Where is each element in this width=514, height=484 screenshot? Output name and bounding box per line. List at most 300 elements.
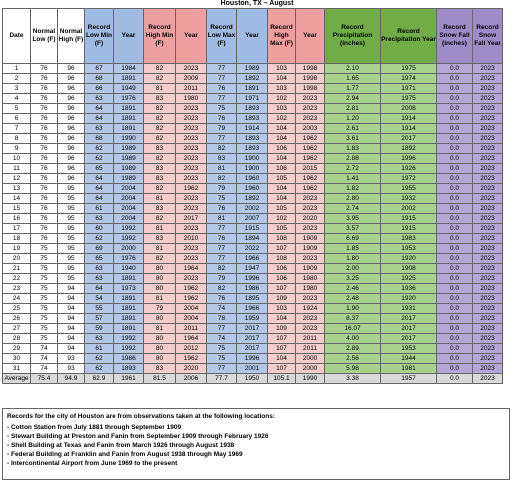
table-cell: 76 [31,164,58,174]
table-cell: 16 [3,214,31,224]
table-cell: 2023 [176,144,207,154]
table-cell: 75 [31,254,58,264]
page-title: Houston, TX – August [220,0,294,7]
table-cell: 96 [58,104,85,114]
table-cell: 22 [3,274,31,284]
table-cell: 0.0 [437,164,473,174]
table-cell: 76 [31,154,58,164]
average-cell: 105.1 [268,374,296,384]
table-cell: 77 [207,324,237,334]
table-cell: 1955 [381,184,437,194]
table-cell: 79 [207,124,237,134]
table-cell: 106 [268,164,296,174]
header-cell: Year [176,9,207,64]
table-cell: 1992 [114,224,144,234]
table-cell: 14 [3,194,31,204]
table-cell: 107 [268,344,296,354]
table-cell: 96 [58,154,85,164]
table-cell: 2023 [473,264,503,274]
table-cell: 2023 [296,224,325,234]
table-cell: 1992 [114,334,144,344]
table-cell: 2017 [237,334,268,344]
table-cell: 2.88 [325,154,381,164]
table-cell: 1931 [381,304,437,314]
table-cell: 1891 [114,314,144,324]
header-cell: Record High Max (F) [268,9,296,64]
table-cell: 96 [58,84,85,94]
table-cell: 2023 [176,124,207,134]
table-cell: 102 [268,214,296,224]
table-cell: 2023 [473,354,503,364]
table-cell: 74 [31,354,58,364]
table-cell: 0.0 [437,254,473,264]
table-cell: 1891 [237,84,268,94]
table-cell: 1962 [296,174,325,184]
table-cell: 81 [144,224,176,234]
table-cell: 2020 [296,214,325,224]
table-cell: 94 [58,294,85,304]
table-cell: 1964 [176,334,207,344]
table-cell: 1989 [114,174,144,184]
table-cell: 2004 [176,304,207,314]
table-cell: 75 [31,314,58,324]
table-cell: 1926 [381,164,437,174]
header-cell: Record Low Min (F) [85,9,114,64]
table-cell: 95 [58,194,85,204]
header-cell: Date [3,9,31,64]
table-cell: 0.0 [437,174,473,184]
table-cell: 94 [58,314,85,324]
table-cell: 82 [144,134,176,144]
table-cell: 2023 [473,124,503,134]
table-cell: 61 [85,344,114,354]
table-cell: 1920 [381,294,437,304]
table-cell: 93 [58,354,85,364]
table-cell: 1900 [237,164,268,174]
table-cell: 1998 [296,64,325,74]
table-cell: 80 [144,264,176,274]
table-cell: 1960 [237,174,268,184]
table-cell: 79 [144,304,176,314]
table-cell: 1962 [296,144,325,154]
table-cell: 74 [31,344,58,354]
table-cell: 81 [144,324,176,334]
table-cell: 1915 [381,224,437,234]
table-cell: 1.82 [325,184,381,194]
table-cell: 106 [268,264,296,274]
table-cell: 96 [58,114,85,124]
table-cell: 0.0 [437,304,473,314]
table-cell: 83 [144,234,176,244]
table-cell: 77 [207,134,237,144]
table-cell: 1953 [381,244,437,254]
table-row [3,324,503,334]
table-cell: 1966 [237,254,268,264]
table-cell: 2017 [237,324,268,334]
table-cell: 108 [268,234,296,244]
table-cell: 104 [268,134,296,144]
table-cell: 94 [58,324,85,334]
table-cell: 1891 [114,114,144,124]
table-cell: 1962 [176,284,207,294]
table-header-row [3,9,503,64]
table-cell: 15 [3,204,31,214]
table-cell: 1962 [296,134,325,144]
table-cell: 95 [58,184,85,194]
table-cell: 2.94 [325,94,381,104]
table-cell: 54 [85,294,114,304]
table-cell: 64 [85,114,114,124]
table-cell: 95 [58,234,85,244]
table-cell: 1893 [237,104,268,114]
header-cell: Normal Low (F) [31,9,58,64]
table-cell: 76 [207,204,237,214]
table-cell: 2009 [176,74,207,84]
table-cell: 94 [58,304,85,314]
table-cell: 0.0 [437,234,473,244]
table-cell: 1989 [114,144,144,154]
table-cell: 2000 [296,354,325,364]
table-cell: 75 [31,334,58,344]
table-cell: 63 [85,334,114,344]
table-cell: 79 [207,274,237,284]
notes-location-3: - Shell Building at Texas and Fanin from March 1926 through August 1938 [7,442,235,449]
table-cell: 2023 [176,244,207,254]
table-cell: 76 [31,194,58,204]
table-cell: 104 [268,184,296,194]
table-cell: 2017 [381,314,437,324]
table-cell: 75 [207,354,237,364]
table-cell: 76 [31,174,58,184]
table-cell: 64 [85,194,114,204]
table-cell: 82 [144,254,176,264]
table-cell: 1.85 [325,244,381,254]
header-cell: Year [114,9,144,64]
table-cell: 95 [58,244,85,254]
table-cell: 96 [58,144,85,154]
table-cell: 23 [3,284,31,294]
table-cell: 2.74 [325,204,381,214]
table-cell: 63 [85,264,114,274]
average-cell: 94.9 [58,374,85,384]
table-cell: 0.0 [437,344,473,354]
table-row [3,74,503,84]
table-cell: 103 [268,104,296,114]
header-cell: Normal High (F) [58,9,85,64]
table-cell: 2023 [473,254,503,264]
table-cell: 75 [31,274,58,284]
table-cell: 95 [58,204,85,214]
table-cell: 2017 [176,214,207,224]
table-cell: 95 [58,274,85,284]
table-cell: 2004 [114,184,144,194]
table-cell: 1900 [237,154,268,164]
table-row [3,214,503,224]
table-cell: 1.77 [325,84,381,94]
table-cell: 62 [85,144,114,154]
header-cell: Record Snow Fall Year [473,9,503,64]
table-cell: 13 [3,184,31,194]
table-cell: 75 [31,264,58,274]
table-cell: 2023 [176,114,207,124]
table-cell: 0.0 [437,114,473,124]
table-cell: 83 [144,164,176,174]
table-cell: 1924 [296,304,325,314]
table-cell: 104 [268,314,296,324]
table-cell: 2023 [296,104,325,114]
table-cell: 108 [268,254,296,264]
header-cell: Record Precipitation (inches) [325,9,381,64]
table-cell: 2.10 [325,64,381,74]
notes-location-4: - Federal Building at Franklin and Fanin from August 1938 through May 1969 [7,451,243,458]
table-cell: 77 [207,74,237,84]
table-cell: 75 [207,194,237,204]
table-cell: 0.0 [437,154,473,164]
table-cell: 1976 [114,94,144,104]
table-cell: 2.81 [325,104,381,114]
table-cell: 76 [31,104,58,114]
table-cell: 2001 [237,364,268,374]
table-cell: 83 [144,204,176,214]
table-cell: 2004 [114,194,144,204]
header-cell: Record Snow Fall (inches) [437,9,473,64]
table-cell: 2023 [473,84,503,94]
table-cell: 1891 [114,124,144,134]
header-cell: Year [296,9,325,64]
table-cell: 76 [31,224,58,234]
table-cell: 1960 [237,184,268,194]
table-cell: 3.57 [325,224,381,234]
table-cell: 83 [144,94,176,104]
table-cell: 76 [31,64,58,74]
table-cell: 2023 [176,134,207,144]
table-cell: 105 [268,204,296,214]
table-cell: 2023 [176,194,207,204]
table-cell: 1971 [381,84,437,94]
table-cell: 2023 [473,194,503,204]
table-cell: 109 [268,294,296,304]
average-cell: 2006 [176,374,207,384]
table-cell: 77 [207,224,237,234]
table-row [3,114,503,124]
table-cell: 77 [207,364,237,374]
table-cell: 83 [144,364,176,374]
table-cell: 81 [207,164,237,174]
table-cell: 1986 [237,284,268,294]
table-cell: 1908 [381,264,437,274]
table-cell: 81 [207,214,237,224]
table-cell: 94 [58,344,85,354]
table-cell: 2023 [473,304,503,314]
table-cell: 104 [268,154,296,164]
table-cell: 1.83 [325,144,381,154]
table-cell: 29 [3,344,31,354]
table-cell: 28 [3,334,31,344]
table-cell: 95 [58,254,85,264]
table-cell: 3 [3,84,31,94]
table-row [3,344,503,354]
table-cell: 109 [268,324,296,334]
table-row [3,294,503,304]
table-cell: 1.90 [325,304,381,314]
table-cell: 21 [3,264,31,274]
table-cell: 1992 [114,234,144,244]
table-cell: 0.0 [437,334,473,344]
table-cell: 1936 [381,284,437,294]
table-cell: 82 [207,284,237,294]
table-cell: 2017 [237,344,268,354]
table-cell: 76 [31,144,58,154]
table-cell: 1932 [381,194,437,204]
table-cell: 0.0 [437,214,473,224]
table-cell: 1944 [381,354,437,364]
table-cell: 76 [207,234,237,244]
table-cell: 2023 [473,234,503,244]
table-cell: 1996 [381,154,437,164]
table-cell: 1920 [381,254,437,264]
table-cell: 69 [85,244,114,254]
table-cell: 2.56 [325,354,381,364]
table-cell: 0.0 [437,204,473,214]
table-cell: 64 [85,284,114,294]
table-cell: 59 [85,324,114,334]
table-cell: 0.0 [437,84,473,94]
table-cell: 1893 [114,364,144,374]
table-cell: 1891 [114,274,144,284]
header-cell: Record Low Max (F) [207,9,237,64]
table-cell: 2023 [473,314,503,324]
table-cell: 0.0 [437,354,473,364]
table-row [3,244,503,254]
table-cell: 63 [85,94,114,104]
table-cell: 76 [31,204,58,214]
table-cell: 75 [31,284,58,294]
table-cell: 1984 [114,64,144,74]
table-cell: 81 [144,294,176,304]
table-cell: 1972 [381,174,437,184]
table-cell: 104 [268,74,296,84]
table-cell: 1893 [237,134,268,144]
table-cell: 74 [207,304,237,314]
table-cell: 2023 [176,254,207,264]
notes-location-1: - Cotton Station from July 1881 through September 1909 [7,424,182,431]
table-cell: 1891 [114,74,144,84]
table-cell: 1947 [237,264,268,274]
table-cell: 61 [85,204,114,214]
table-cell: 2011 [176,324,207,334]
table-cell: 105 [268,174,296,184]
table-cell: 2023 [296,294,325,304]
table-cell: 75 [31,244,58,254]
table-cell: 0.0 [437,94,473,104]
records-table [2,8,503,384]
table-cell: 82 [144,114,176,124]
table-cell: 1992 [114,344,144,354]
table-cell: 77 [207,94,237,104]
table-cell: 106 [268,144,296,154]
table-cell: 75 [207,344,237,354]
table-cell: 1909 [296,244,325,254]
table-cell: 6 [3,114,31,124]
table-cell: 2 [3,74,31,84]
table-cell: 62 [85,354,114,364]
table-cell: 96 [58,124,85,134]
table-cell: 1892 [381,144,437,154]
table-row [3,164,503,174]
table-cell: 81 [144,194,176,204]
table-cell: 82 [144,154,176,164]
table-cell: 2023 [473,184,503,194]
table-cell: 55 [85,304,114,314]
table-cell: 1925 [381,274,437,284]
table-cell: 2023 [473,104,503,114]
table-cell: 80 [144,334,176,344]
table-cell: 4 [3,94,31,104]
table-cell: 107 [268,244,296,254]
table-cell: 1 [3,64,31,74]
table-cell: 1949 [114,84,144,94]
table-cell: 76 [31,214,58,224]
table-cell: 3.25 [325,274,381,284]
table-cell: 2023 [473,174,503,184]
table-cell: 2023 [296,114,325,124]
table-cell: 2002 [381,204,437,214]
table-cell: 2.48 [325,294,381,304]
table-cell: 76 [207,84,237,94]
table-cell: 5.98 [325,364,381,374]
table-cell: 16.07 [325,324,381,334]
table-cell: 57 [85,314,114,324]
table-cell: 2010 [176,234,207,244]
table-cell: 1980 [176,94,207,104]
table-cell: 2023 [473,64,503,74]
table-cell: 2.00 [325,264,381,274]
table-cell: 2023 [473,284,503,294]
table-cell: 5 [3,104,31,114]
table-cell: 0.0 [437,104,473,114]
average-cell: 3.38 [325,374,381,384]
table-cell: 68 [85,74,114,84]
table-cell: 103 [268,64,296,74]
table-row [3,174,503,184]
table-cell: 82 [144,124,176,134]
table-row [3,134,503,144]
table-cell: 2017 [381,134,437,144]
table-cell: 11 [3,164,31,174]
table-cell: 96 [58,174,85,184]
average-cell: 2023 [473,374,503,384]
table-cell: 24 [3,294,31,304]
table-cell: 1980 [296,284,325,294]
table-row [3,314,503,324]
table-cell: 1975 [381,64,437,74]
table-cell: 82 [207,174,237,184]
table-cell: 1891 [114,294,144,304]
table-cell: 82 [144,104,176,114]
table-row [3,284,503,294]
table-row [3,194,503,204]
table-cell: 1953 [381,344,437,354]
table-cell: 104 [268,124,296,134]
table-row [3,354,503,364]
table-cell: 93 [58,364,85,374]
table-row [3,124,503,134]
table-cell: 63 [85,124,114,134]
table-cell: 82 [207,264,237,274]
table-cell: 2023 [176,174,207,184]
table-cell: 76 [31,234,58,244]
table-row [3,274,503,284]
